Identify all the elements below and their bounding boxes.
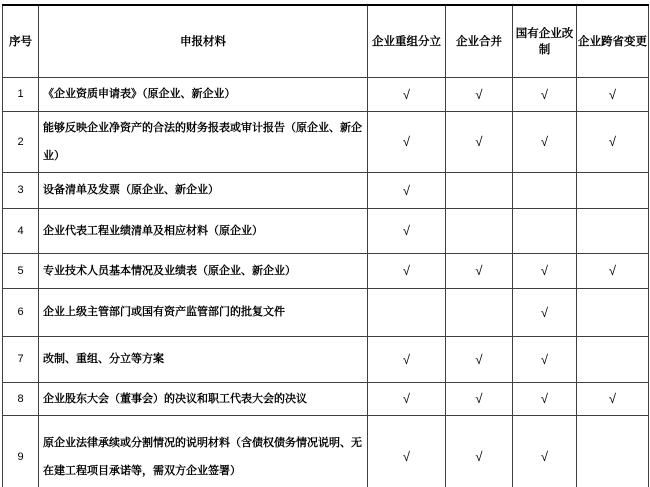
check-mark: √ — [513, 336, 577, 382]
material-name: 设备清单及发票（原企业、新企业） — [39, 172, 368, 208]
empty-cell — [446, 172, 513, 208]
row-index: 3 — [3, 172, 39, 208]
check-mark: √ — [513, 253, 577, 288]
material-name: 《企业资质申请表》（原企业、新企业） — [39, 77, 368, 111]
col-header-state-owned-restructure: 国有企业改制 — [513, 5, 577, 77]
table-row — [3, 288, 649, 336]
row-index: 8 — [3, 382, 39, 415]
empty-cell — [446, 208, 513, 253]
material-name: 企业上级主管部门或国有资产监管部门的批复文件 — [39, 288, 368, 336]
row-index: 6 — [3, 288, 39, 336]
material-name: 改制、重组、分立等方案 — [39, 336, 368, 382]
empty-cell — [446, 288, 513, 336]
application-materials-table — [2, 4, 649, 487]
check-mark: √ — [577, 111, 649, 172]
check-mark: √ — [368, 253, 446, 288]
row-index: 7 — [3, 336, 39, 382]
check-mark: √ — [446, 77, 513, 111]
col-header-cross-province-change: 企业跨省变更 — [577, 5, 649, 77]
empty-cell — [513, 172, 577, 208]
table-row — [3, 208, 649, 253]
check-mark: √ — [446, 382, 513, 415]
check-mark: √ — [446, 253, 513, 288]
empty-cell — [577, 415, 649, 487]
row-index: 4 — [3, 208, 39, 253]
row-index: 1 — [3, 77, 39, 111]
check-mark: √ — [368, 208, 446, 253]
header-row — [3, 5, 649, 77]
check-mark: √ — [513, 111, 577, 172]
col-header-material: 申报材料 — [39, 5, 368, 77]
material-name: 专业技术人员基本情况及业绩表（原企业、新企业） — [39, 253, 368, 288]
check-mark: √ — [446, 336, 513, 382]
table-row — [3, 415, 649, 487]
row-index: 9 — [3, 415, 39, 487]
table-row — [3, 382, 649, 415]
check-mark: √ — [368, 172, 446, 208]
check-mark: √ — [577, 77, 649, 111]
check-mark: √ — [577, 253, 649, 288]
check-mark: √ — [577, 382, 649, 415]
check-mark: √ — [446, 111, 513, 172]
material-name: 能够反映企业净资产的合法的财务报表或审计报告（原企业、新企业） — [39, 111, 368, 172]
col-header-reorg-split: 企业重组分立 — [368, 5, 446, 77]
check-mark: √ — [368, 77, 446, 111]
table-row — [3, 111, 649, 172]
material-name: 企业代表工程业绩清单及相应材料（原企业） — [39, 208, 368, 253]
check-mark: √ — [513, 77, 577, 111]
row-index: 5 — [3, 253, 39, 288]
table-row — [3, 77, 649, 111]
col-header-merger: 企业合并 — [446, 5, 513, 77]
material-name: 原企业法律承续或分割情况的说明材料（含债权债务情况说明、无在建工程项目承诺等，需双方企业签署） — [39, 415, 368, 487]
table-row — [3, 253, 649, 288]
material-name: 企业股东大会（董事会）的决议和职工代表大会的决议 — [39, 382, 368, 415]
check-mark: √ — [513, 415, 577, 487]
empty-cell — [577, 288, 649, 336]
table-row — [3, 336, 649, 382]
check-mark: √ — [368, 382, 446, 415]
empty-cell — [513, 208, 577, 253]
check-mark: √ — [513, 288, 577, 336]
table-row — [3, 172, 649, 208]
check-mark: √ — [513, 382, 577, 415]
empty-cell — [577, 336, 649, 382]
col-header-index: 序号 — [3, 5, 39, 77]
empty-cell — [577, 208, 649, 253]
row-index: 2 — [3, 111, 39, 172]
check-mark: √ — [368, 415, 446, 487]
empty-cell — [368, 288, 446, 336]
empty-cell — [577, 172, 649, 208]
check-mark: √ — [368, 336, 446, 382]
check-mark: √ — [446, 415, 513, 487]
check-mark: √ — [368, 111, 446, 172]
